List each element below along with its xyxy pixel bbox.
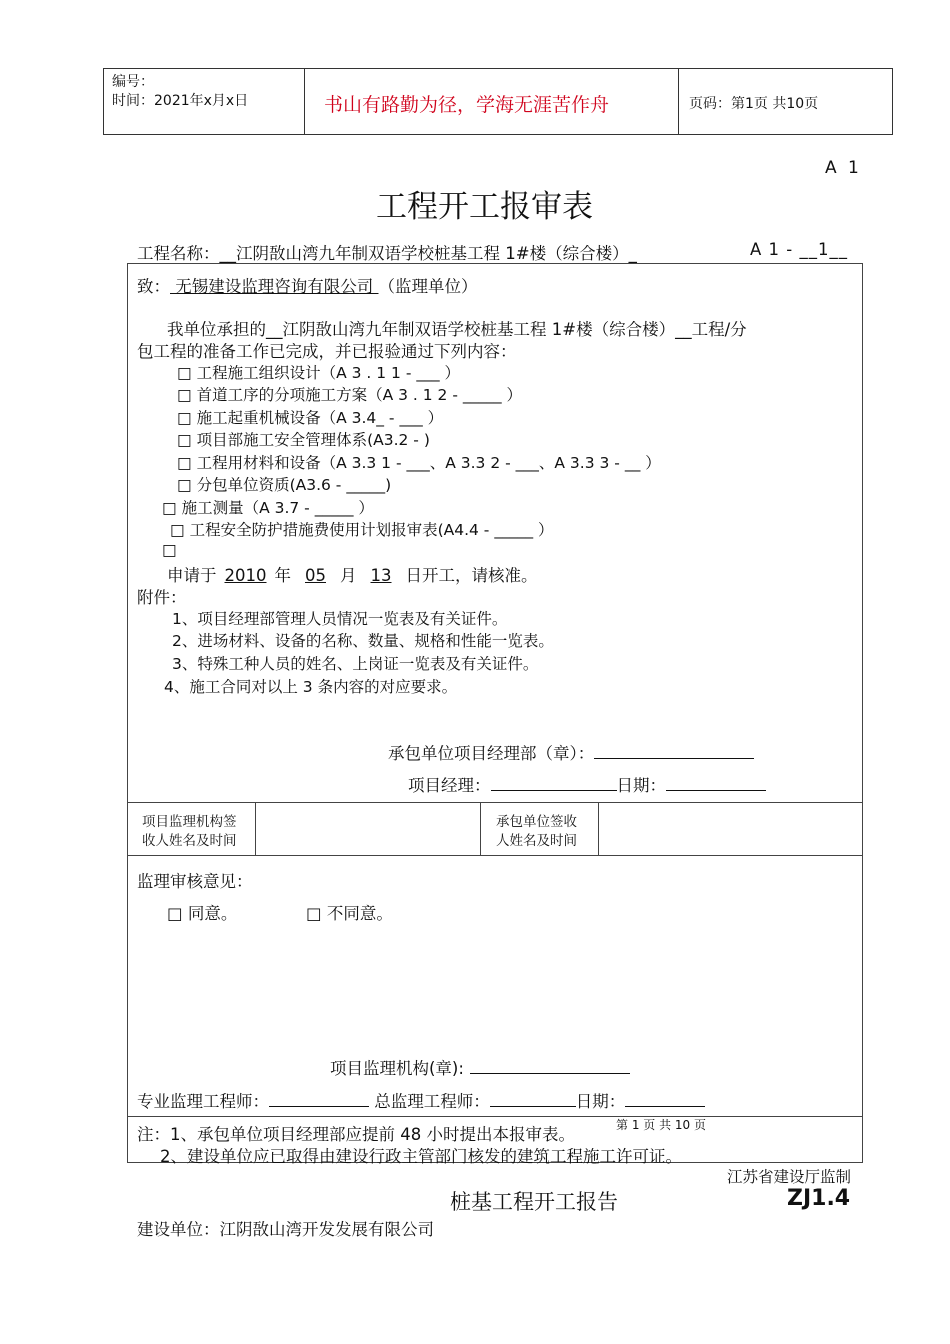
contractor-seal-field[interactable] — [594, 744, 754, 759]
checklist-item[interactable]: □ 分包单位资质(A3.6 - _____) — [177, 476, 392, 494]
contractor-receiver-label-2: 人姓名及时间 — [496, 833, 577, 849]
opinion-label: 监理审核意见： — [137, 872, 253, 891]
divider — [127, 1116, 863, 1117]
apply-suffix: 日开工，请核准。 — [405, 566, 538, 585]
checklist-item[interactable]: □ 施工测量（A 3.7 - _____ ） — [162, 499, 374, 517]
supervisor-receiver-label-2: 收人姓名及时间 — [142, 833, 237, 849]
attachments-label: 附件： — [137, 588, 187, 607]
contractor-dept-line — [388, 740, 754, 764]
intro-line-2: 包工程的准备工作已完成，并已报验通过下列内容： — [137, 342, 517, 361]
form-title: 工程开工报审表 — [376, 189, 593, 225]
date-field[interactable] — [666, 776, 766, 791]
divider — [480, 802, 481, 855]
to-label: 致： — [137, 277, 170, 296]
supervisor-receiver-field[interactable] — [256, 803, 480, 855]
engineers-line — [137, 1088, 705, 1112]
supervision-org-label: 项目监理机构(章): — [330, 1059, 464, 1078]
supervisor-company: 无锡建设监理咨询有限公司 — [170, 277, 379, 296]
checklist-item[interactable]: □ 项目部施工安全管理体系(A3.2 - ) — [177, 431, 430, 449]
date-label: 日期： — [616, 776, 666, 795]
pm-line — [408, 772, 766, 796]
date-field-2[interactable] — [625, 1092, 705, 1107]
divider — [127, 855, 863, 856]
page-info: 页码：第1页 共10页 — [689, 96, 819, 112]
pm-field[interactable] — [491, 776, 617, 791]
agency-label: 江苏省建设厅监制 — [727, 1168, 852, 1186]
apply-month-unit: 月 — [340, 566, 357, 585]
to-line — [137, 273, 478, 297]
apply-year: 2010 — [224, 566, 267, 585]
supervisor-receiver-label-1: 项目监理机构签 — [142, 814, 237, 830]
attachment-item: 1、项目经理部管理人员情况一览表及有关证件。 — [172, 610, 508, 628]
engineer-field[interactable] — [269, 1092, 369, 1107]
checklist-item[interactable]: □ 工程施工组织设计（A 3 . 1 1 - ___ ） — [177, 364, 461, 382]
checklist-item[interactable]: □ 首道工序的分项施工方案（A 3 . 1 2 - _____ ） — [177, 386, 523, 404]
supervision-org-field[interactable] — [470, 1059, 630, 1074]
form-number: A 1 - __1__ — [750, 240, 848, 259]
checklist-item[interactable]: □ 工程用材料和设备（A 3.3 1 - ___、A 3.3 2 - ___、A 3.3 3 - __ ） — [177, 454, 661, 472]
chief-label: 总监理工程师： — [374, 1092, 490, 1111]
attachment-item: 3、特殊工种人员的姓名、上岗证一览表及有关证件。 — [172, 655, 539, 673]
pm-label: 项目经理： — [408, 776, 491, 795]
to-suffix: （监理单位） — [378, 277, 478, 296]
supervision-org-line — [330, 1055, 630, 1079]
page-footer: 第 1 页 共 10 页 — [616, 1118, 706, 1132]
checklist-item[interactable]: □ 工程安全防护措施费使用计划报审表(A4.4 - _____ ） — [170, 521, 554, 539]
note-2: 2、建设单位应已取得由建设行政主管部门核发的建筑工程施工许可证。 — [160, 1147, 682, 1166]
time-label: 时间：2021年x月x日 — [112, 93, 249, 109]
apply-year-unit: 年 — [274, 566, 291, 585]
apply-line — [167, 562, 538, 586]
apply-month: 05 — [305, 566, 326, 585]
form-code: A 1 — [825, 158, 862, 178]
project-name-line: 工程名称：__江阴敔山湾九年制双语学校桩基工程 1#楼（综合楼）_ — [137, 244, 637, 263]
intro-line-1: 我单位承担的__江阴敔山湾九年制双语学校桩基工程 1#楼（综合楼）__工程/分 — [167, 320, 747, 339]
next-form-title: 桩基工程开工报告 — [450, 1190, 618, 1214]
engineer-label: 专业监理工程师： — [137, 1092, 269, 1111]
attachment-item: 4、施工合同对以上 3 条内容的对应要求。 — [164, 678, 458, 696]
contractor-receiver-label-1: 承包单位签收 — [496, 814, 577, 830]
next-form-code: ZJ1.4 — [787, 1186, 851, 1211]
builder-line: 建设单位：江阴敔山湾开发发展有限公司 — [137, 1220, 434, 1239]
header-page-cell — [678, 69, 894, 134]
header-meta-cell — [104, 69, 305, 134]
checklist-item[interactable]: □ 施工起重机械设备（A 3.4_ - ___ ） — [177, 409, 444, 427]
document-header — [103, 68, 893, 135]
apply-prefix: 申请于 — [167, 566, 217, 585]
contractor-receiver-field[interactable] — [599, 803, 862, 855]
disagree-checkbox[interactable]: □ 不同意。 — [306, 904, 393, 923]
date-label-2: 日期： — [575, 1092, 626, 1111]
chief-field[interactable] — [490, 1092, 576, 1107]
note-1: 注：1、承包单位项目经理部应提前 48 小时提出本报审表。 — [137, 1125, 575, 1144]
apply-day: 13 — [370, 566, 392, 585]
attachment-item: 2、进场材料、设备的名称、数量、规格和性能一览表。 — [172, 632, 554, 650]
motto: 书山有路勤为径，学海无涯苦作舟 — [324, 94, 610, 116]
serial-label: 编号： — [112, 74, 154, 90]
agree-checkbox[interactable]: □ 同意。 — [167, 904, 238, 923]
checklist-item[interactable]: □ — [162, 541, 177, 559]
contractor-dept-label: 承包单位项目经理部（章）： — [388, 744, 595, 763]
